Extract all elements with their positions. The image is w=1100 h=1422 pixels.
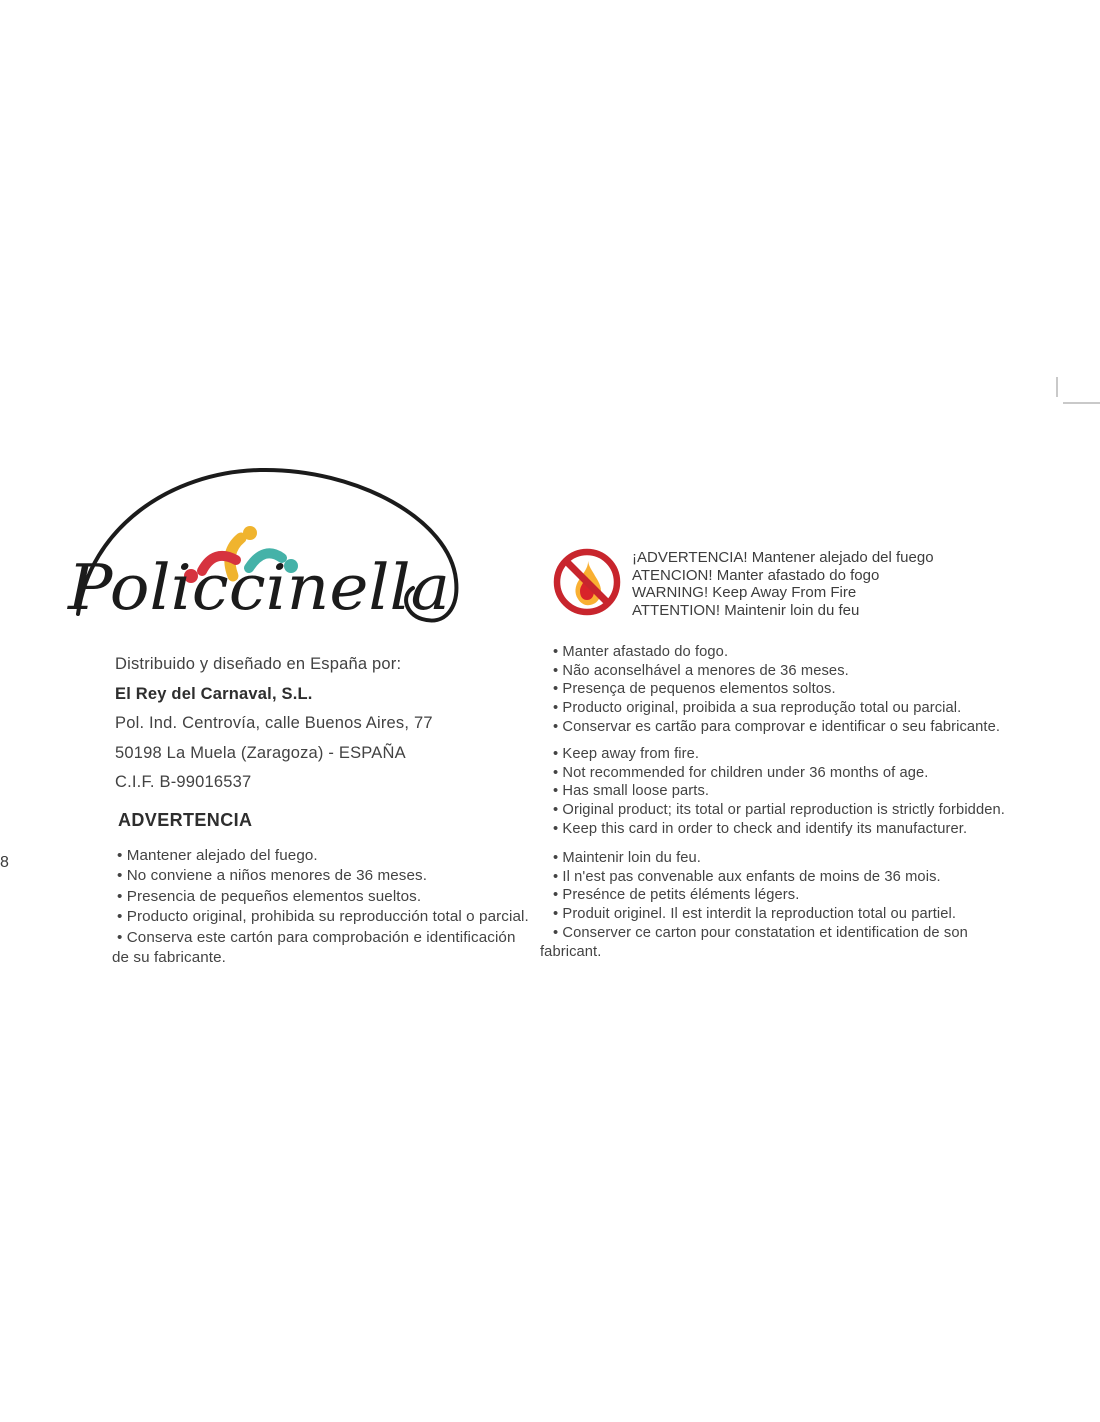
warning-line: • Keep away from fire. — [553, 746, 700, 762]
no-fire-icon — [552, 547, 622, 617]
warning-line: • Il n'est pas convenable aux enfants de moins de 36 mois. — [553, 868, 941, 885]
warning-line: • Keep this card in order to check and identify its manufacturer. — [553, 820, 968, 837]
warnings-list-french — [540, 849, 968, 961]
warnings-list-english — [540, 745, 1005, 839]
brand-wordmark: Policcinella — [66, 551, 450, 624]
warning-line: • Producto original, prohibida su reproducción total o parcial. — [117, 908, 529, 926]
distributor-cif: C.I.F. B-99016537 — [115, 773, 252, 791]
fire-warning-line-en: WARNING! Keep Away From Fire — [632, 584, 857, 602]
warning-line: • Original product; its total or partial reproduction is strictly forbidden. — [553, 802, 1005, 819]
fire-warning-line-fr: ATTENTION! Maintenir loin du feu — [632, 601, 860, 619]
warning-line: • Presença de pequenos elementos soltos. — [553, 681, 836, 698]
warnings-list-portuguese — [540, 643, 1000, 737]
warning-line: • Conservar es cartão para comprovar e identificar o seu fabricante. — [553, 718, 1001, 735]
brand-logo — [52, 462, 467, 647]
distributor-intro: Distribuido y diseñado en España por: — [115, 655, 402, 673]
distributor-block — [115, 650, 433, 798]
warning-line: • Presénce de petits éléments légers. — [553, 887, 800, 904]
warning-line: • Mantener alejado del fuego. — [117, 847, 318, 864]
distributor-address-line2: 50198 La Muela (Zaragoza) - ESPAÑA — [115, 743, 406, 762]
advertencia-heading: ADVERTENCIA — [118, 810, 253, 830]
warning-line: • Conserver ce carton pour constatation et identification de son — [553, 924, 968, 941]
warning-line: • Manter afastado do fogo. — [553, 644, 729, 660]
warning-line-continuation: de su fabricante. — [112, 949, 226, 967]
distributor-company: El Rey del Carnaval, S.L. — [115, 684, 313, 703]
warning-line: • Producto original, proibida a sua reprodução total ou parcial. — [553, 700, 962, 717]
warning-line: • No conviene a niños menores de 36 meses. — [117, 867, 428, 885]
warning-line: • Presencia de pequeños elementos sueltos. — [117, 887, 422, 905]
warning-line: • Produit originel. Il est interdit la reproduction total ou partiel. — [553, 906, 957, 923]
page-number: 8 — [0, 854, 9, 871]
jester-ball-yellow — [243, 526, 257, 540]
crop-mark-vertical — [1056, 377, 1058, 397]
fire-warning-line-pt: ATENCION! Manter afastado do fogo — [632, 566, 880, 584]
warning-line: • Not recommended for children under 36 months of age. — [553, 764, 929, 781]
warning-line-continuation: fabricant. — [540, 943, 602, 960]
warning-line: • Não aconselhável a menores de 36 meses. — [553, 662, 849, 679]
warning-line: • Maintenir loin du feu. — [553, 850, 701, 866]
warning-line: • Conserva este cartón para comprobación e identificación — [117, 928, 516, 946]
fire-warning-line-es: ¡ADVERTENCIA! Mantener alejado del fuego — [632, 549, 934, 566]
brand-logo-svg — [52, 462, 467, 647]
fire-warning-headline — [632, 549, 934, 619]
crop-mark-horizontal — [1063, 402, 1100, 404]
warning-line: • Has small loose parts. — [553, 783, 710, 800]
no-fire-icon-svg — [552, 547, 622, 617]
warnings-list-spanish — [112, 846, 529, 968]
distributor-address-line1: Pol. Ind. Centrovía, calle Buenos Aires, 77 — [115, 714, 433, 732]
